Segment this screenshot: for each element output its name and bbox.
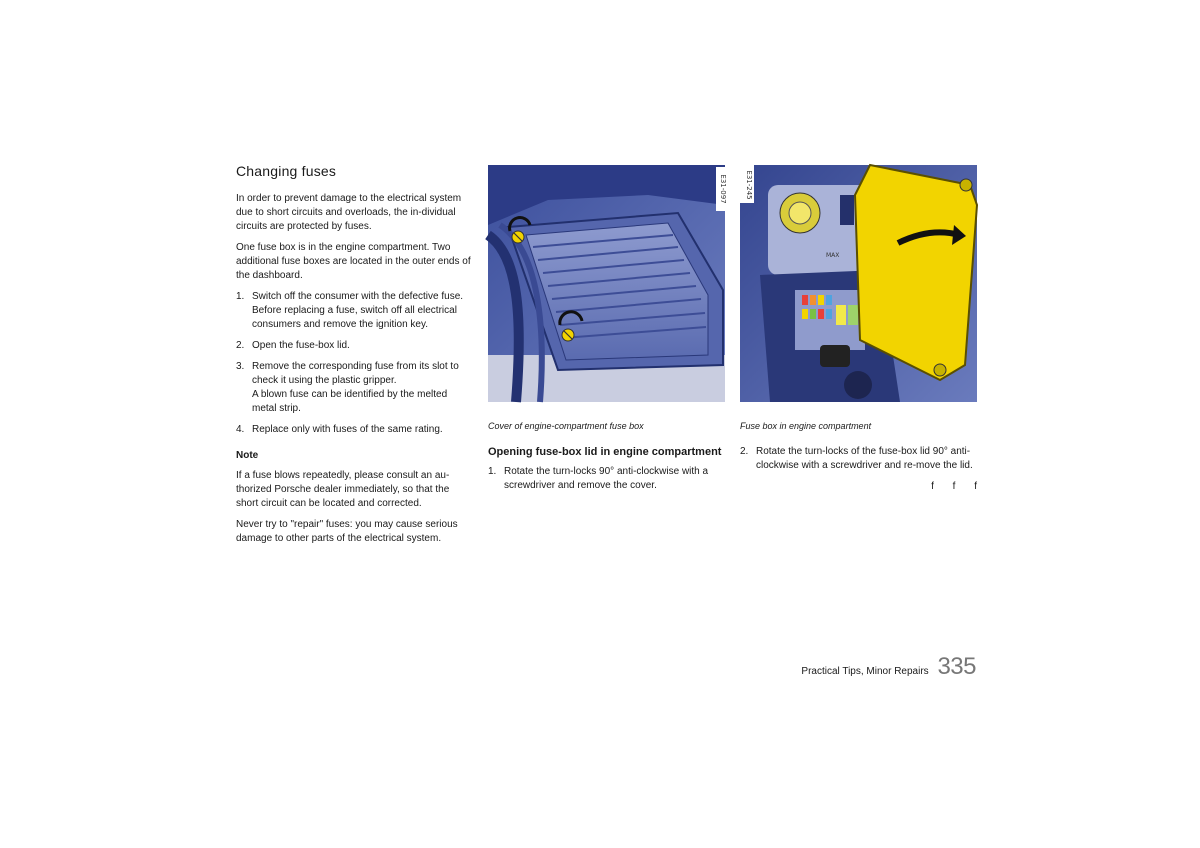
steps-list	[488, 465, 725, 493]
list-item	[740, 445, 977, 473]
fuse-box-cover-illustration	[488, 165, 725, 402]
continuation-marker	[740, 480, 977, 494]
step-number: 4.	[236, 424, 245, 435]
steps-list	[236, 290, 474, 437]
fuse-box-illustration	[740, 165, 977, 402]
intro-paragraph-2: One fuse box is in the engine compartment. Two additional fuse boxes are located in the outer ends of the dashboard.	[236, 242, 471, 281]
note-paragraph-1: If a fuse blows repeatedly, please consult an au-thorized Porsche dealer immediately, so that the short circuit can be located and corrected.	[236, 470, 450, 509]
max-label: MAX	[826, 252, 840, 259]
step-number: 3.	[236, 361, 245, 372]
step-text-continued: A blown fuse can be identified by the melted metal strip.	[252, 389, 448, 414]
step-number: 2.	[236, 340, 245, 351]
step-number: 2.	[740, 446, 749, 457]
photo-caption: Fuse box in engine compartment	[740, 421, 872, 431]
list-item	[488, 465, 725, 493]
list-item	[236, 290, 474, 332]
middle-column	[488, 165, 725, 500]
list-item	[236, 423, 474, 437]
continuation-glyph: f	[952, 481, 956, 492]
fuse-box-drawing	[740, 165, 977, 402]
steps-list	[740, 445, 977, 473]
list-item	[236, 360, 474, 416]
fuse-box-cover-drawing	[488, 165, 725, 402]
step-text: Open the fuse-box lid.	[252, 340, 350, 351]
step-number: 1.	[488, 466, 497, 477]
note-paragraph-2: Never try to "repair" fuses: you may cause serious damage to other parts of the electrical system.	[236, 519, 458, 544]
page-footer	[760, 653, 976, 680]
step-text: Rotate the turn-locks 90° anti-clockwise with a screwdriver and remove the cover.	[504, 466, 709, 491]
step-text: Switch off the consumer with the defective fuse. Before replacing a fuse, switch off all electrical consumers and remove the ignition key.	[252, 291, 464, 330]
continuation-glyph: f	[931, 481, 934, 492]
photo-caption: Cover of engine-compartment fuse box	[488, 421, 644, 431]
continuation-glyph: f	[974, 481, 977, 492]
step-text: Replace only with fuses of the same rating.	[252, 424, 443, 435]
list-item	[236, 339, 474, 353]
page-number: 335	[937, 653, 976, 680]
step-text: Rotate the turn-locks of the fuse-box lid 90° anti-clockwise with a screwdriver and re-move the lid.	[756, 446, 973, 471]
photo-code: E31-245	[745, 170, 753, 200]
left-column	[236, 162, 474, 553]
photo-code: E31-097	[719, 174, 727, 204]
section-title: Changing fuses	[236, 163, 337, 179]
right-column	[740, 165, 977, 494]
note-heading: Note	[236, 450, 259, 461]
step-number: 1.	[236, 291, 245, 302]
footer-section-title: Practical Tips, Minor Repairs	[801, 666, 929, 677]
fuse-block	[795, 290, 865, 350]
subheading: Opening fuse-box lid in engine compartment	[488, 446, 722, 458]
intro-paragraph-1: In order to prevent damage to the electrical system due to short circuits and overloads, the in-dividual circuits are protected by fuses.	[236, 193, 462, 232]
step-text: Remove the corresponding fuse from its slot to check it using the plastic gripper.	[252, 361, 459, 386]
